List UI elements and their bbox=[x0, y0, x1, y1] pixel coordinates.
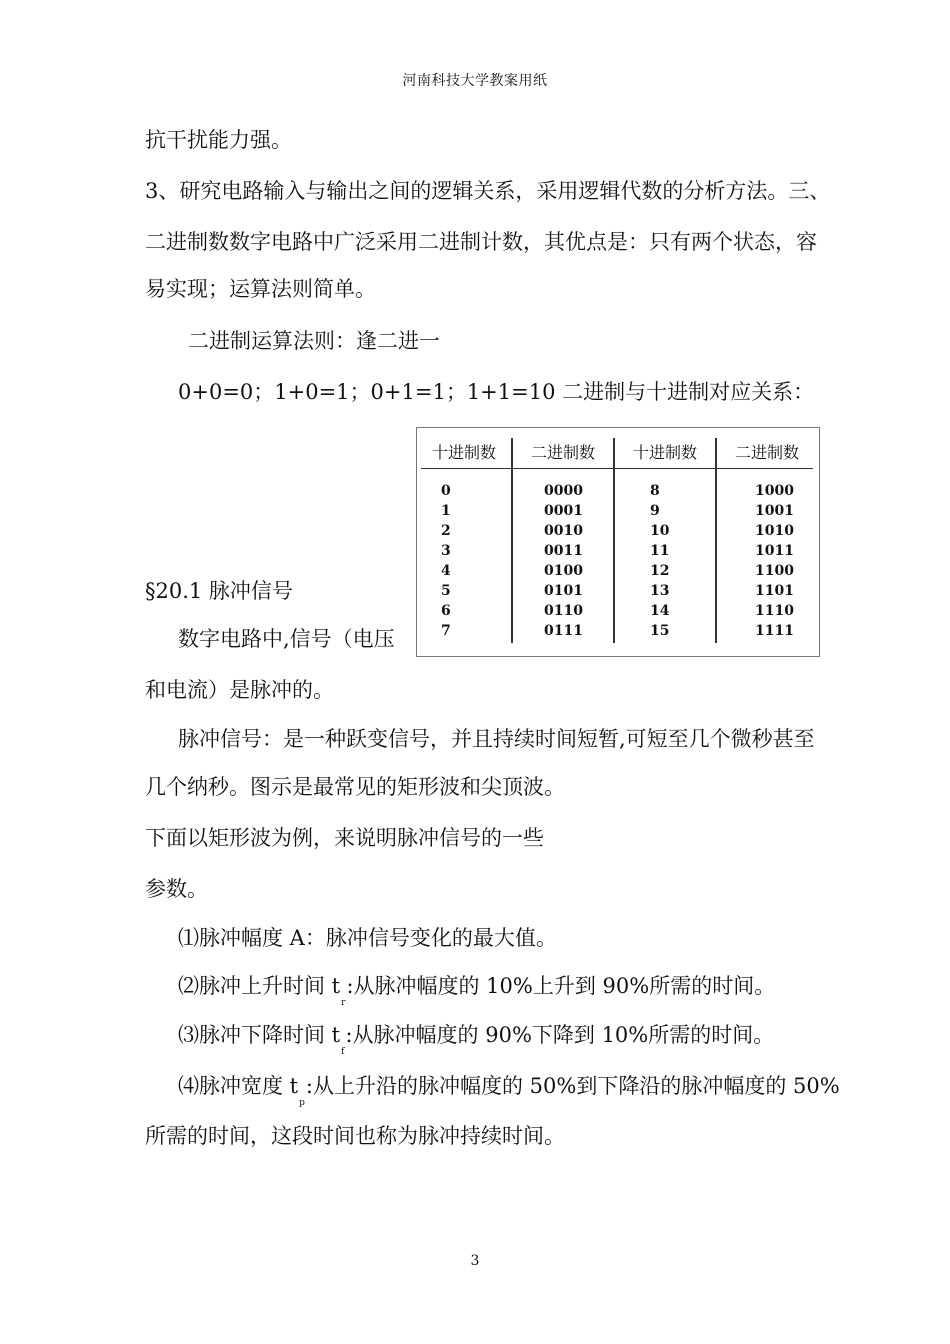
table-divider bbox=[511, 438, 513, 643]
table-cell: 0111 bbox=[544, 623, 583, 639]
table-cell: 5 bbox=[441, 583, 451, 599]
table-cell: 1111 bbox=[755, 623, 794, 639]
table-cell: 14 bbox=[650, 603, 670, 619]
table-cell: 3 bbox=[441, 543, 451, 559]
paragraph: 几个纳秒。图示是最常见的矩形波和尖顶波。 bbox=[145, 775, 565, 799]
list-item-text: :从上升沿的脉冲幅度的 50%到下降沿的脉冲幅度的 50% bbox=[305, 1074, 840, 1098]
table-cell: 1100 bbox=[755, 563, 794, 579]
list-item-text: ⑷脉冲宽度 t bbox=[178, 1074, 299, 1098]
table-cell: 0011 bbox=[544, 543, 583, 559]
paragraph: 数字电路中,信号（电压 bbox=[178, 627, 395, 651]
paragraph: 脉冲信号：是一种跃变信号，并且持续时间短暂,可短至几个微秒甚至 bbox=[178, 727, 815, 751]
subscript: p bbox=[299, 1098, 305, 1108]
table-cell: 0101 bbox=[544, 583, 583, 599]
table-cell: 8 bbox=[650, 483, 660, 499]
paragraph: 参数。 bbox=[145, 877, 208, 901]
table-cell: 12 bbox=[650, 563, 670, 579]
section-heading: §20.1 脉冲信号 bbox=[145, 579, 293, 603]
table-cell: 0100 bbox=[544, 563, 583, 579]
table-cell: 1 bbox=[441, 503, 451, 519]
table-cell: 0110 bbox=[544, 603, 583, 619]
list-item: ⑴脉冲幅度 A：脉冲信号变化的最大值。 bbox=[178, 926, 557, 950]
table-column-binary-2 bbox=[755, 481, 794, 641]
table-cell: 1011 bbox=[755, 543, 794, 559]
table-cell: 6 bbox=[441, 603, 451, 619]
table-cell: 15 bbox=[650, 623, 670, 639]
list-item-text: ⑶脉冲下降时间 t bbox=[178, 1023, 341, 1047]
page-header: 河南科技大学教案用纸 bbox=[402, 73, 548, 89]
paragraph: 易实现；运算法则简单。 bbox=[145, 277, 376, 301]
paragraph: 所需的时间，这段时间也称为脉冲持续时间。 bbox=[145, 1124, 565, 1148]
table-cell: 7 bbox=[441, 623, 451, 639]
subscript: f bbox=[341, 1047, 345, 1057]
table-header: 十进制数 bbox=[431, 443, 496, 462]
table-header: 二进制数 bbox=[530, 443, 595, 462]
paragraph: 3、研究电路输入与输出之间的逻辑关系，采用逻辑代数的分析方法。三、 bbox=[145, 179, 831, 203]
table-cell: 0 bbox=[441, 483, 451, 499]
table-divider bbox=[613, 438, 615, 643]
list-item-text: ⑵脉冲上升时间 t bbox=[178, 974, 341, 998]
table-header-row bbox=[417, 440, 819, 466]
table-cell: 9 bbox=[650, 503, 660, 519]
table-cell: 1101 bbox=[755, 583, 794, 599]
list-item-text: :从脉冲幅度的 10%上升到 90%所需的时间。 bbox=[346, 974, 776, 998]
table-cell: 10 bbox=[650, 523, 670, 539]
table-divider bbox=[715, 438, 717, 643]
list-item-text: :从脉冲幅度的 90%下降到 10%所需的时间。 bbox=[345, 1023, 775, 1047]
list-item bbox=[178, 1070, 840, 1108]
table-header: 二进制数 bbox=[734, 443, 799, 462]
table-cell: 4 bbox=[441, 563, 451, 579]
paragraph: 二进制运算法则：逢二进一 bbox=[188, 329, 440, 353]
table-cell: 1110 bbox=[755, 603, 794, 619]
paragraph: 下面以矩形波为例，来说明脉冲信号的一些 bbox=[145, 826, 544, 850]
table-cell: 1001 bbox=[755, 503, 794, 519]
table-column-binary-1 bbox=[544, 481, 583, 641]
table-column-decimal-1 bbox=[441, 481, 451, 641]
table-cell: 0001 bbox=[544, 503, 583, 519]
table-header: 十进制数 bbox=[632, 443, 697, 462]
table-cell: 2 bbox=[441, 523, 451, 539]
list-item bbox=[178, 970, 776, 1008]
paragraph: 0+0=0；1+0=1；0+1=1；1+1=10 二进制与十进制对应关系： bbox=[178, 380, 815, 404]
subscript: r bbox=[341, 998, 346, 1008]
table-cell: 1010 bbox=[755, 523, 794, 539]
table-cell: 0010 bbox=[544, 523, 583, 539]
paragraph: 抗干扰能力强。 bbox=[145, 128, 292, 152]
table-cell: 13 bbox=[650, 583, 670, 599]
paragraph: 和电流）是脉冲的。 bbox=[145, 678, 334, 702]
table-cell: 11 bbox=[650, 543, 670, 559]
table-cell: 0000 bbox=[544, 483, 583, 499]
list-item bbox=[178, 1019, 775, 1057]
binary-decimal-table bbox=[416, 427, 820, 657]
page-number: 3 bbox=[470, 1253, 480, 1269]
table-column-decimal-2 bbox=[650, 481, 669, 641]
paragraph: 二进制数数字电路中广泛采用二进制计数，其优点是：只有两个状态，容 bbox=[145, 230, 817, 254]
table-cell: 1000 bbox=[755, 483, 794, 499]
table-divider bbox=[421, 468, 813, 469]
